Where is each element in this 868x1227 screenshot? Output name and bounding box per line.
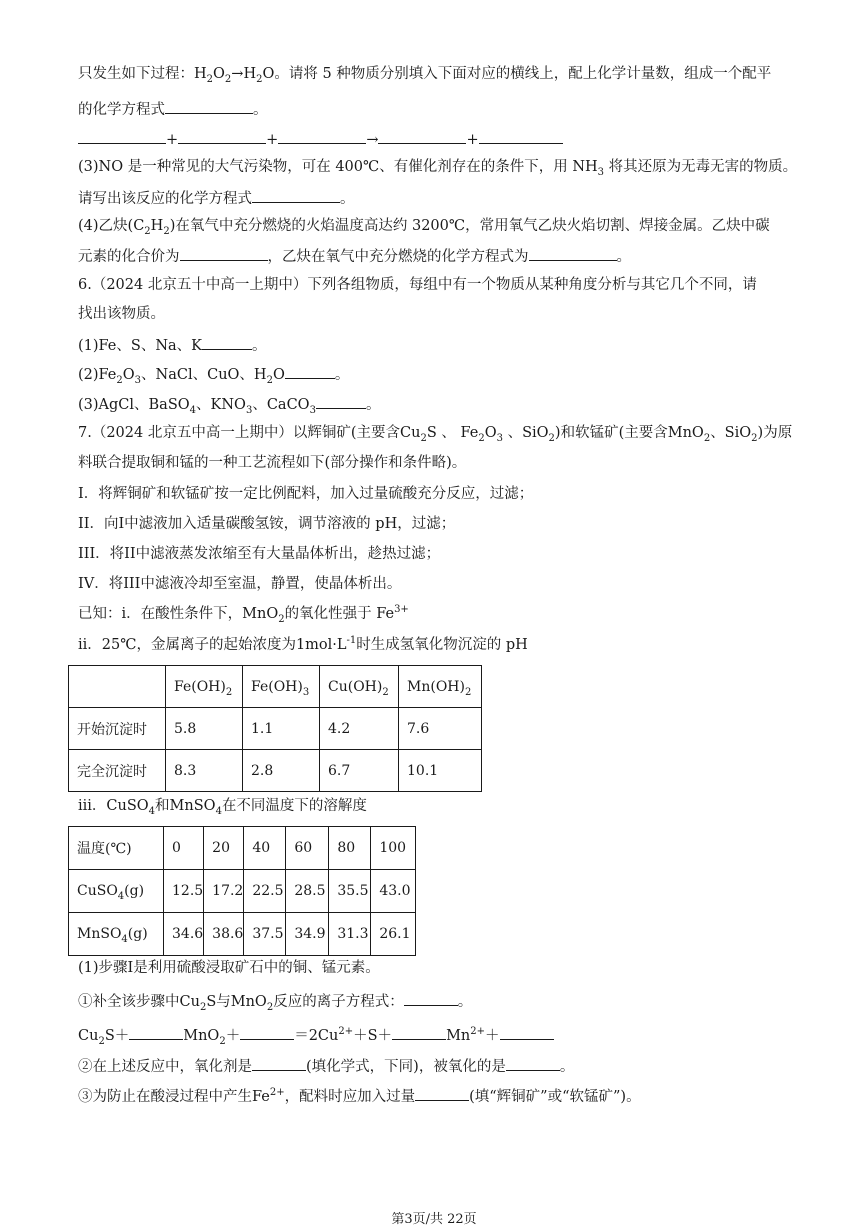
- text-line: [78, 187, 355, 209]
- text: O: [122, 367, 135, 383]
- table-cell: 10.1: [399, 750, 482, 792]
- text: H: [150, 218, 164, 234]
- text-line: [78, 245, 631, 267]
- solubility-table: [68, 826, 416, 956]
- table-cell: 0: [164, 827, 204, 870]
- text: ＋: [225, 1028, 241, 1044]
- text: ，配料时应加入过量: [284, 1089, 416, 1105]
- equation-blanks: [78, 128, 563, 150]
- text-line: 7.（2024 北京五中高一上期中）以辉铜矿(主要含$Cu_2S$ 、 $Fe_2O_3$ 、SiO$_2$)和软锰矿(主要含MnO$_2$、SiO$_2$)为原: [78, 425, 793, 444]
- table-cell: $Mn(OH)_2$: [399, 666, 482, 708]
- answer-blank[interactable]: [129, 1024, 183, 1040]
- text: 只发生如下过程：H: [78, 66, 207, 82]
- table-cell: 5.8: [166, 708, 243, 750]
- text: 请写出该反应的化学方程式: [78, 191, 252, 207]
- text: 7.（2024 北京五中高一上期中）以辉铜矿(主要含Cu: [78, 425, 421, 441]
- text: 已知：i．在酸性条件下，MnO: [78, 606, 279, 622]
- text-line: (3)NO 是一种常见的大气污染物，可在 400℃、有催化剂存在的条件下，用 $NH_3$ 将其还原为无毒无害的物质。: [78, 159, 798, 178]
- answer-blank[interactable]: [404, 990, 458, 1006]
- table-cell: 37.5: [244, 913, 286, 956]
- text: O: [213, 66, 225, 82]
- text: 找出该物质。: [78, 306, 165, 322]
- table-cell: 60: [286, 827, 329, 870]
- answer-blank[interactable]: [392, 1024, 446, 1040]
- text: (4)乙炔(C: [78, 218, 145, 234]
- answer-blank[interactable]: [178, 128, 266, 144]
- text-line: [78, 514, 455, 534]
- text: ，乙炔在氧气中充分燃烧的化学方程式为: [267, 249, 529, 265]
- text: 、SiO: [502, 425, 549, 441]
- text: ①补全该步骤中Cu: [78, 994, 200, 1010]
- answer-blank[interactable]: [252, 1055, 306, 1071]
- text: 时生成氢氧化物沉淀的 pH: [356, 637, 528, 653]
- table-cell: 4.2: [320, 708, 399, 750]
- text: 、CaCO: [252, 397, 310, 413]
- text: S与MnO: [206, 994, 267, 1010]
- text: 料联合提取铜和锰的一种工艺流程如下(部分操作和条件略)。: [78, 455, 467, 471]
- text-line: [78, 544, 440, 564]
- text: (填化学式，下同)，被氧化的是: [306, 1059, 506, 1075]
- text: 在不同温度下的溶解度: [221, 798, 367, 814]
- table-cell: 34.6: [164, 913, 204, 956]
- text: I．将辉铜矿和软锰矿按一定比例配料，加入过量硫酸充分反应，过滤；: [78, 486, 534, 502]
- text: 。: [334, 367, 350, 383]
- text: →H: [231, 66, 257, 82]
- table-cell: 34.9: [286, 913, 329, 956]
- text: →: [366, 132, 379, 148]
- text-line: [78, 958, 380, 978]
- table-cell: 6.7: [320, 750, 399, 792]
- text: (1)Fe、S、Na、K: [78, 338, 202, 354]
- table-row: [69, 913, 416, 956]
- table-cell: 100: [371, 827, 416, 870]
- table-cell: 7.6: [399, 708, 482, 750]
- text: ②在上述反应中，氧化剂是: [78, 1059, 252, 1075]
- answer-blank[interactable]: [180, 245, 268, 261]
- superscript: 2+: [269, 1087, 285, 1099]
- text: O。请将 5 种物质分别填入下面对应的横线上，配上化学计量数，组成一个配平: [262, 66, 772, 82]
- table-cell: 完全沉淀时: [69, 750, 166, 792]
- text-line: 已知：i．在酸性条件下，MnO$_2$的氧化性强于 $Fe^{3+}$: [78, 604, 409, 625]
- text-line: [78, 98, 268, 120]
- answer-blank[interactable]: [202, 334, 252, 350]
- answer-blank[interactable]: [316, 393, 366, 409]
- table-cell: 35.5: [329, 870, 371, 913]
- table-cell: 28.5: [286, 870, 329, 913]
- text-line: ①补全该步骤中$Cu_2S$与MnO$_2$反应的离子方程式： 。: [78, 990, 472, 1012]
- text: II．向I中滤液加入适量碳酸氢铵，调节溶液的 pH，过滤；: [78, 516, 456, 532]
- answer-blank[interactable]: [78, 128, 166, 144]
- text-line: (4)乙炔$(C_2H_2)$在氧气中充分燃烧的火焰温度高达约 3200℃，常用氧气乙炔火焰切割、焊接金属。乙炔中碳: [78, 218, 770, 237]
- table-cell: 温度(℃): [69, 827, 164, 870]
- answer-blank[interactable]: [529, 245, 617, 261]
- text: ii．25℃，金属离子的起始浓度为1mol·L: [78, 637, 347, 653]
- text-line: [78, 574, 401, 594]
- table-row: [69, 750, 482, 792]
- table-cell: MnSO$_4$(g): [69, 913, 164, 956]
- text: (填“辉铜矿”或“软锰矿”)。: [469, 1089, 641, 1105]
- text: 和MnSO: [155, 798, 216, 814]
- text: 的化学方程式: [78, 102, 165, 118]
- text: IV．将III中滤液冷却至室温，静置，使晶体析出。: [78, 576, 402, 592]
- table-cell: CuSO$_4$(g): [69, 870, 164, 913]
- text: 。: [457, 994, 473, 1010]
- table-row: [69, 708, 482, 750]
- text: ③为防止在酸浸过程中产生Fe: [78, 1089, 270, 1105]
- text: III．将II中滤液蒸发浓缩至有大量晶体析出，趁热过滤；: [78, 546, 441, 562]
- text: ＋S＋: [353, 1028, 393, 1044]
- text: 的氧化性强于 Fe: [284, 606, 395, 622]
- table-cell: $Fe(OH)_2$: [166, 666, 243, 708]
- answer-blank[interactable]: [500, 1024, 554, 1040]
- superscript: -1: [346, 635, 357, 647]
- equation-line: $Cu_2S+ MnO_2+ =2Cu^{2+}+S+ Mn^{2+}+$: [78, 1024, 554, 1046]
- text: +: [166, 132, 179, 148]
- text: 。: [365, 397, 381, 413]
- text: 。: [252, 338, 267, 354]
- text-line: [78, 1055, 574, 1077]
- table-cell: $Fe(OH)_3$: [243, 666, 320, 708]
- text: Mn: [446, 1028, 471, 1044]
- text: 、NaCl、CuO、H: [141, 367, 267, 383]
- table-cell: 17.2: [204, 870, 244, 913]
- text-line: [78, 635, 528, 655]
- text: 、KNO: [196, 397, 246, 413]
- table-cell: 40: [244, 827, 286, 870]
- text-line: (3)AgCl、BaSO$_4$、$KNO_3$、CaCO$_3$ 。: [78, 393, 380, 415]
- text: S＋: [104, 1028, 130, 1044]
- precipitation-ph-table: [68, 665, 482, 792]
- text: 。: [253, 102, 268, 118]
- table-row: [69, 870, 416, 913]
- answer-blank[interactable]: [165, 98, 253, 114]
- page-footer: 第3页/共 22页: [391, 1212, 477, 1227]
- text: 。: [340, 191, 355, 207]
- text: 反应的离子方程式：: [273, 994, 404, 1010]
- table-cell: 43.0: [371, 870, 416, 913]
- text: 、SiO: [710, 425, 752, 441]
- text-line: [78, 304, 165, 324]
- text: (3)NO 是一种常见的大气污染物，可在 400℃、有催化剂存在的条件下，用 NH: [78, 159, 598, 175]
- text: O: [272, 367, 285, 383]
- table-cell: 31.3: [329, 913, 371, 956]
- answer-blank[interactable]: [278, 128, 366, 144]
- table-cell: 开始沉淀时: [69, 708, 166, 750]
- text-line: [78, 334, 267, 356]
- table-cell: 22.5: [244, 870, 286, 913]
- text: O: [484, 425, 497, 441]
- superscript: 2+: [470, 1026, 485, 1038]
- text: iii．CuSO: [78, 798, 149, 814]
- table-cell: 80: [329, 827, 371, 870]
- text-line: [78, 453, 466, 473]
- text: 将其还原为无毒无害的物质。: [604, 159, 798, 175]
- text: ＝2Cu: [294, 1028, 339, 1044]
- text: 。: [559, 1059, 575, 1075]
- text-line: 只发生如下过程：$H_2O_2\to H_2O$。请将 5 种物质分别填入下面对应的横线上，配上化学计量数，组成一个配平: [78, 66, 772, 85]
- text-line: [78, 275, 757, 295]
- table-cell: 2.8: [243, 750, 320, 792]
- text-line: [78, 1085, 641, 1107]
- answer-blank[interactable]: [415, 1085, 469, 1101]
- text: Cu: [78, 1028, 99, 1044]
- text: )和软锰矿(主要含MnO: [554, 425, 704, 441]
- text: (3)AgCl、BaSO: [78, 397, 190, 413]
- text: S 、 Fe: [426, 425, 479, 441]
- text: +: [466, 132, 479, 148]
- table-cell: 20: [204, 827, 244, 870]
- table-cell: 12.5: [164, 870, 204, 913]
- answer-blank[interactable]: [378, 128, 466, 144]
- table-cell: 26.1: [371, 913, 416, 956]
- text-line: iii．CuSO$_4$和MnSO$_4$在不同温度下的溶解度: [78, 798, 367, 817]
- text: 。: [616, 249, 631, 265]
- table-cell: 8.3: [166, 750, 243, 792]
- table-cell: $Cu(OH)_2$: [320, 666, 399, 708]
- text-line: $(2)Fe_2O_3$、NaCl、CuO、$H_2O$ 。: [78, 363, 349, 385]
- answer-blank[interactable]: [479, 128, 563, 144]
- answer-blank[interactable]: [506, 1055, 560, 1071]
- answer-blank[interactable]: [252, 187, 340, 203]
- text: )为原: [757, 425, 793, 441]
- text: 元素的化合价为: [78, 249, 180, 265]
- answer-blank[interactable]: [240, 1024, 294, 1040]
- text: (2)Fe: [78, 367, 117, 383]
- answer-blank[interactable]: [285, 363, 335, 379]
- text: (1)步骤I是利用硫酸浸取矿石中的铜、锰元素。: [78, 960, 380, 976]
- table-header-row: [69, 827, 416, 870]
- table-header-row: [69, 666, 482, 708]
- text: MnO: [183, 1028, 220, 1044]
- text-line: [78, 484, 533, 504]
- text: +: [266, 132, 279, 148]
- text: )在氧气中充分燃烧的火焰温度高达约 3200℃，常用氧气乙炔火焰切割、焊接金属。乙炔中碳: [169, 218, 770, 234]
- superscript: 2+: [338, 1026, 354, 1038]
- text: ＋: [485, 1028, 500, 1044]
- text: 6.（2024 北京五十中高一上期中）下列各组物质，每组中有一个物质从某种角度分析与其它几个不同，请: [78, 277, 757, 293]
- superscript: 3+: [394, 604, 409, 616]
- table-cell: [69, 666, 166, 708]
- table-cell: 1.1: [243, 708, 320, 750]
- table-cell: 38.6: [204, 913, 244, 956]
